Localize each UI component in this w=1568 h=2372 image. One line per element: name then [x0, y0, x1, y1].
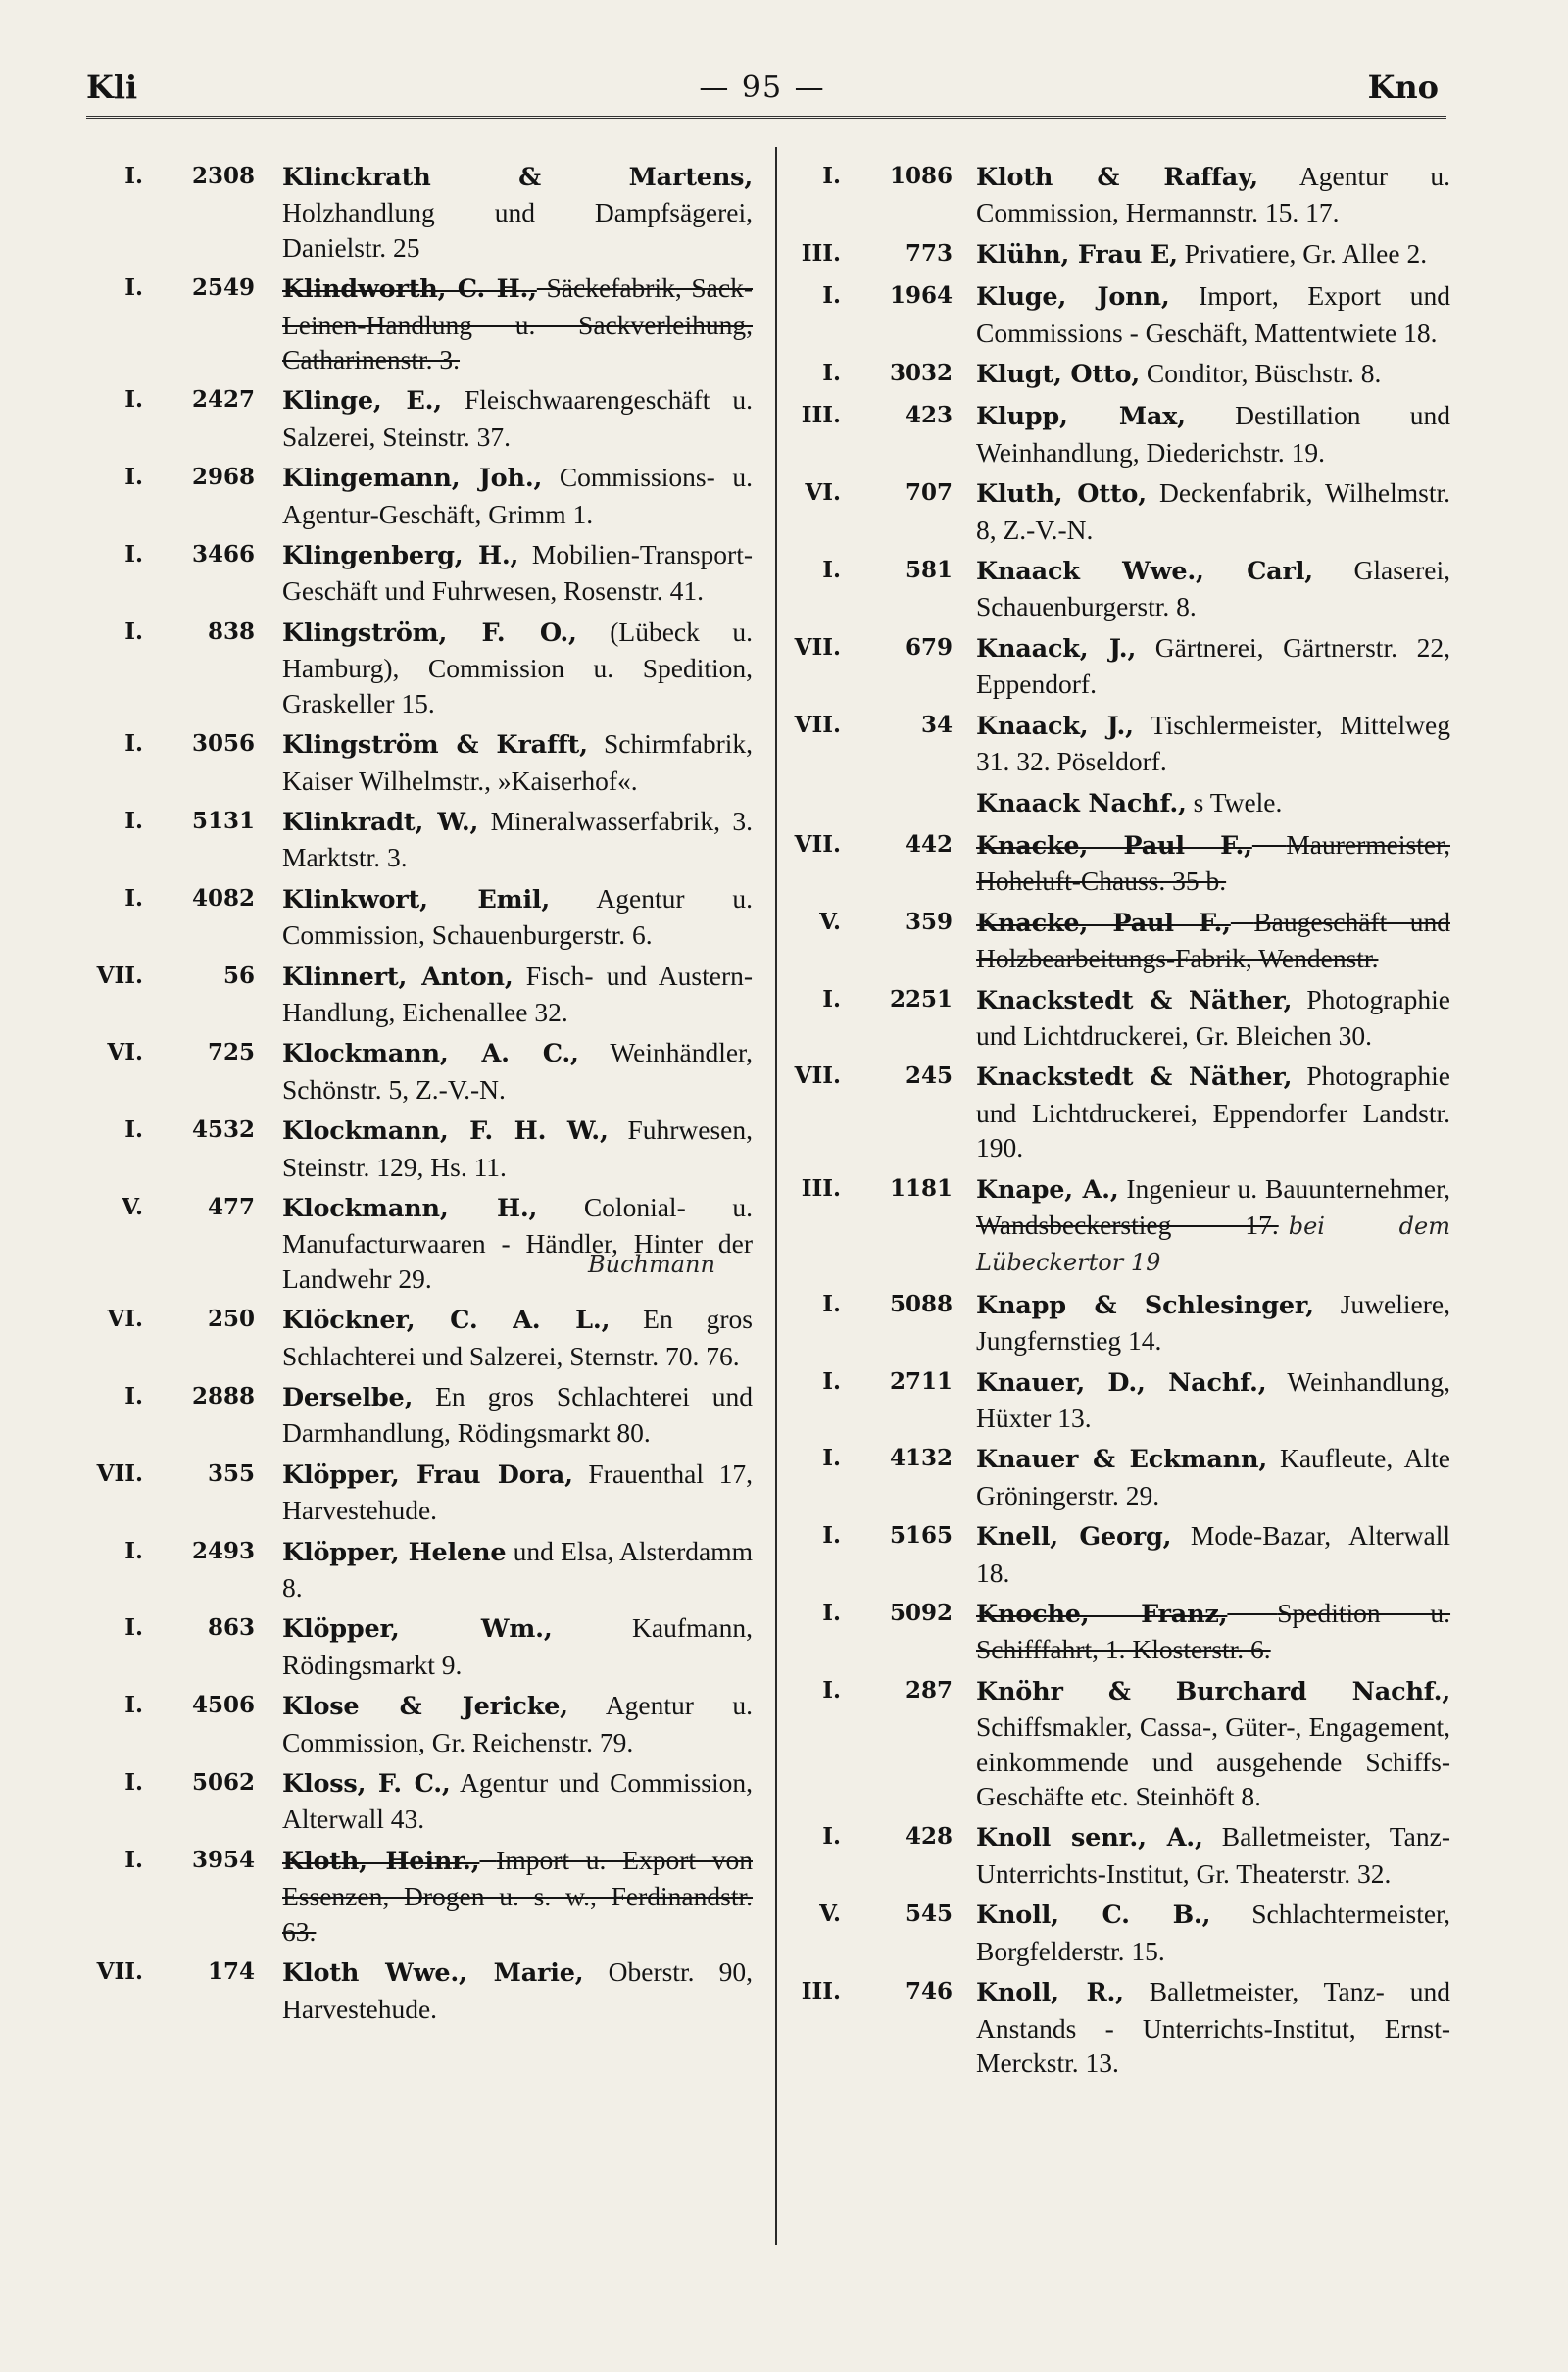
district-number: I. [124, 618, 143, 645]
directory-entry [86, 1688, 753, 1759]
telephone-number: 34 [920, 711, 953, 738]
entry-description: Agentur und Commission, Alterwall 43. [282, 1767, 754, 1835]
entry-body [282, 1610, 753, 1682]
entry-name: Knoche, Franz, [976, 1600, 1228, 1630]
district-number: I. [124, 1692, 143, 1719]
telephone-number: 287 [905, 1676, 953, 1704]
entry-description: Schlachtermeister, Borgfelderstr. 15. [976, 1899, 1450, 1966]
directory-entry [784, 905, 1450, 976]
district-number: VI. [107, 1306, 143, 1333]
right-column [588, 159, 1451, 2086]
district-number: I. [822, 1445, 841, 1472]
directory-entry [86, 615, 753, 720]
entry-name: Knauer & Eckmann, [976, 1445, 1268, 1475]
district-number: I. [124, 1116, 143, 1144]
entry-body [976, 1819, 1450, 1891]
telephone-number: 355 [207, 1459, 255, 1487]
entry-name: Knöhr & Burchard Nachf., [976, 1676, 1450, 1706]
district-number: VII. [794, 711, 841, 738]
district-number: I. [822, 1290, 841, 1317]
district-number: VII. [96, 962, 143, 989]
directory-entry [784, 1059, 1450, 1164]
entry-description: Baugeschäft und Holzbearbeitungs-Fabrik, Wendenstr. [976, 906, 1450, 974]
directory-entry [784, 785, 1450, 821]
telephone-number: 2549 [191, 274, 255, 302]
telephone-number: 5092 [889, 1600, 953, 1627]
entry-body [976, 1171, 1450, 1281]
entry-name: Knoll, C. B., [976, 1901, 1211, 1931]
entry-body [282, 1457, 753, 1528]
district-number: I. [822, 985, 841, 1013]
entry-description: Conditor, Büschstr. 8. [1146, 358, 1382, 389]
entry-description: Spedition u. Schifffahrt, 1. Klosterstr. 6. [976, 1598, 1451, 1665]
directory-entry [784, 278, 1450, 350]
entry-description: Mobilien-Transport-Geschäft und Fuhrwesen, Rosenstr. 41. [282, 539, 753, 607]
telephone-number: 2308 [191, 163, 255, 189]
entry-description: und Elsa, Alsterdamm 8. [282, 1535, 753, 1604]
district-number: V. [122, 1193, 143, 1220]
telephone-number: 3056 [191, 730, 255, 758]
directory-entry [588, 1171, 1451, 1281]
district-number: I. [124, 386, 143, 414]
entry-description: Import, Export und Commissions - Geschäft, Mattentwiete 18. [976, 280, 1450, 348]
entry-body [976, 708, 1450, 779]
district-number: I. [124, 884, 143, 912]
directory-entry [784, 159, 1450, 230]
entry-body [976, 905, 1450, 976]
directory-entry [86, 1035, 753, 1107]
entry-body [976, 1364, 1450, 1436]
entry-description: Oberstr. 90, Harvestehude. [282, 1956, 753, 2024]
entry-name: Knoll senr., A., [976, 1823, 1203, 1853]
district-number: VII. [96, 1958, 143, 1986]
entry-name: Kloss, F. C., [282, 1769, 451, 1800]
entry-name: Derselbe, [282, 1383, 414, 1412]
telephone-number: 56 [222, 962, 255, 989]
entry-description: Balletmeister, Tanz-Unterrichts-Institut, Gr. Theaterstr. 32. [976, 1821, 1450, 1889]
entry-name: Klugt, Otto, [976, 360, 1141, 390]
telephone-number: 5088 [889, 1290, 953, 1317]
entry-description: Fleischwaarengeschäft u. Salzerei, Steinstr. 37. [282, 384, 753, 452]
directory-entry [86, 1112, 753, 1184]
district-number: I. [124, 541, 143, 568]
telephone-number: 2711 [889, 1367, 953, 1395]
entry-description: Mode-Bazar, Alterwall 18. [976, 1520, 1451, 1588]
directory-entry [784, 236, 1450, 272]
directory-entry [86, 881, 753, 953]
district-number: III. [801, 402, 841, 429]
entry-description: Agentur u. Commission, Hermannstr. 15. 17. [976, 161, 1450, 228]
district-number: I. [822, 163, 841, 189]
entry-description: Kaufleute, Alte Gröningerstr. 29. [976, 1443, 1451, 1510]
entry-body [282, 382, 753, 454]
entry-name: Knapp & Schlesinger, [976, 1290, 1314, 1320]
entry-name: Kloth, Heinr., [282, 1846, 480, 1876]
entry-body [976, 1673, 1450, 1814]
entry-name: Knaack Wwe., Carl, [976, 557, 1313, 587]
directory-entry [784, 827, 1450, 899]
directory-entry [784, 982, 1450, 1054]
entry-description: Glaserei, Schauenburgerstr. 8. [976, 555, 1450, 622]
entry-body [976, 1596, 1450, 1667]
entry-name: Klingström & Krafft, [282, 730, 588, 761]
telephone-number: 3032 [889, 360, 953, 387]
entry-body [976, 356, 1450, 392]
entry-name: Klose & Jericke, [282, 1692, 568, 1722]
entry-body [976, 1518, 1450, 1590]
telephone-number: 5062 [191, 1769, 255, 1797]
entry-description: En gros Schlachterei und Salzerei, Sternstr. 70. 76. [282, 1304, 753, 1371]
district-number: I. [124, 1769, 143, 1797]
district-number: III. [801, 239, 841, 267]
entry-body [976, 159, 1450, 230]
district-number: I. [822, 282, 841, 310]
entry-body [976, 630, 1450, 702]
header-rule [86, 116, 1446, 119]
entry-body [976, 236, 1450, 272]
directory-entry [784, 1897, 1450, 1968]
entry-body [282, 959, 753, 1030]
page-header [86, 69, 1439, 120]
telephone-number: 2888 [191, 1383, 255, 1409]
directory-entry [784, 1819, 1450, 1891]
telephone-number: 2427 [191, 386, 255, 414]
entry-body [282, 159, 753, 265]
district-number: III. [801, 1174, 841, 1202]
district-number: I. [124, 163, 143, 189]
directory-entry [86, 537, 753, 609]
directory-entry [86, 1379, 753, 1451]
telephone-number: 863 [207, 1614, 255, 1642]
entry-name: Kloth & Raffay, [976, 163, 1258, 192]
entry-description: Destillation und Weinhandlung, Diederichstr. 19. [976, 400, 1451, 468]
telephone-number: 1086 [889, 163, 953, 189]
entry-description: Photographie und Lichtdruckerei, Eppendorfer Landstr. 190. [976, 1061, 1450, 1163]
entry-name: Klinckrath & Martens, [282, 163, 753, 192]
entry-name: Klindworth, C. H., [282, 274, 537, 305]
entry-description: Balletmeister, Tanz- und Anstands - Unterrichts-Institut, Ernst-Merckstr. 13. [976, 1976, 1451, 2078]
telephone-number: 838 [207, 618, 255, 645]
directory-entry [86, 1843, 753, 1949]
entry-body [282, 881, 753, 953]
column-divider [775, 147, 777, 2245]
telephone-number: 5165 [889, 1522, 953, 1550]
telephone-number: 423 [905, 402, 953, 429]
district-number: VII. [96, 1459, 143, 1487]
entry-description: Holzhandlung und Dampfsägerei, Danielstr. 25 [282, 197, 753, 263]
entry-description: Photographie und Lichtdruckerei, Gr. Bleichen 30. [976, 983, 1450, 1051]
directory-entry [784, 475, 1450, 547]
directory-entry [784, 553, 1450, 624]
directory-entry [86, 382, 753, 454]
entry-body [976, 785, 1450, 821]
telephone-number: 707 [905, 479, 953, 507]
telephone-number: 4082 [191, 884, 255, 912]
entry-description: Säckefabrik, Sack-Leinen-Handlung u. Sackverleihung, Catharinenstr. 3. [282, 272, 754, 375]
header-left-catchword: Kli [86, 69, 138, 106]
telephone-number: 1181 [889, 1174, 953, 1202]
entry-name: Klühn, Frau E, [976, 239, 1178, 270]
entry-description: Schiffsmakler, Cassa-, Güter-, Engagement, einkommende und ausgehende Schiffs-Geschäfte etc. Steinhöft 8. [976, 1711, 1450, 1812]
entry-description: Kaufmann, Rödingsmarkt 9. [282, 1612, 753, 1680]
entry-description: Privatiere, Gr. Allee 2. [1184, 237, 1428, 269]
entry-name: Knaack, J., [976, 633, 1137, 664]
telephone-number: 4532 [191, 1116, 255, 1144]
district-number: I. [124, 1846, 143, 1873]
district-number: VII. [794, 830, 841, 858]
entry-description: Frauenthal 17, Harvestehude. [282, 1458, 753, 1526]
directory-entry [784, 1596, 1450, 1667]
header-right-catchword: Kno [1367, 69, 1439, 106]
entry-description: Juweliere, Jungfernstieg 14. [976, 1288, 1450, 1357]
entry-name: Knacke, Paul F., [976, 908, 1231, 938]
entry-name: Klinge, E., [282, 386, 442, 417]
directory-entry [86, 460, 753, 531]
telephone-number: 545 [905, 1901, 953, 1928]
district-number: I. [822, 1522, 841, 1550]
entry-body [282, 460, 753, 531]
district-number: I. [124, 730, 143, 758]
entry-description: Fuhrwesen, Steinstr. 129, Hs. 11. [282, 1114, 753, 1182]
entry-body [976, 1974, 1450, 2080]
entry-body [282, 1379, 753, 1451]
entry-name: Klöpper, Frau Dora, [282, 1459, 573, 1490]
entry-name: Klingemann, Joh., [282, 464, 543, 494]
entry-description: Colonial- u. Manufacturwaaren - Händler, Hinter der Landwehr 29. [282, 1191, 753, 1294]
entry-name: Klinkradt, W., [282, 807, 479, 837]
entry-description: Fisch- und Austern-Handlung, Eichenallee 32. [282, 960, 754, 1027]
directory-entry [86, 1302, 753, 1373]
district-number: VI. [805, 479, 841, 507]
telephone-number: 581 [905, 557, 953, 584]
directory-entry [86, 1534, 753, 1606]
telephone-number: 477 [207, 1193, 255, 1220]
entry-name: Klöckner, C. A. L., [282, 1306, 611, 1336]
entry-name: Knaack Nachf., [976, 788, 1187, 818]
entry-name: Klockmann, H., [282, 1193, 538, 1223]
directory-entry [86, 959, 753, 1030]
district-number: I. [124, 1537, 143, 1564]
entry-description: Maurermeister, Hoheluft-Chauss. 35 b. [976, 828, 1450, 897]
entry-name: Knoll, R., [976, 1978, 1124, 2008]
directory-entry [86, 159, 753, 265]
entry-name: Knauer, D., Nachf., [976, 1367, 1267, 1398]
district-number: I. [822, 360, 841, 387]
entry-description: Ingenieur u. Bauunternehmer, [1126, 1172, 1451, 1204]
entry-description: s Twele. [1193, 786, 1283, 817]
telephone-number: 442 [905, 830, 953, 858]
district-number: V. [819, 908, 841, 935]
entry-body [976, 553, 1450, 624]
district-number: I. [124, 1614, 143, 1642]
entry-body [282, 615, 753, 720]
directory-entry [784, 1441, 1450, 1512]
entry-name: Knackstedt & Näther, [976, 1062, 1293, 1093]
directory-entry [86, 726, 753, 798]
telephone-number: 746 [905, 1978, 953, 2005]
district-number: I. [124, 274, 143, 302]
entry-description: Mineralwasserfabrik, 3. Marktstr. 3. [282, 805, 753, 873]
entry-name: Kluth, Otto, [976, 479, 1147, 510]
entry-body [976, 278, 1450, 350]
entry-body [282, 1688, 753, 1759]
entry-body [282, 271, 753, 376]
entry-body [976, 827, 1450, 899]
entry-description: Import u. Export von Essenzen, Drogen u. s. w., Ferdinandstr. 63. [282, 1844, 753, 1947]
entry-name: Knell, Georg, [976, 1522, 1172, 1553]
entry-body [282, 1302, 753, 1373]
telephone-number: 1964 [889, 282, 953, 310]
telephone-number: 245 [905, 1062, 953, 1090]
directory-entry [784, 398, 1450, 469]
handwritten-correction: bei dem Lübeckertor 19 [976, 1211, 1450, 1277]
entry-name: Kluge, Jonn, [976, 282, 1170, 313]
entry-description: En gros Schlachterei und Darmhandlung, Rödingsmarkt 80. [282, 1381, 754, 1449]
entry-body [282, 1954, 753, 2026]
entry-description: Gärtnerei, Gärtnerstr. 22, Eppendorf. [976, 631, 1450, 700]
entry-name: Klinnert, Anton, [282, 962, 514, 992]
telephone-number: 4506 [191, 1692, 255, 1719]
left-column [86, 159, 753, 2032]
district-number: VII. [794, 1062, 841, 1090]
entry-body [976, 398, 1450, 469]
entry-name: Klockmann, A. C., [282, 1039, 579, 1069]
telephone-number: 2493 [191, 1537, 255, 1564]
district-number: I. [822, 1676, 841, 1704]
entry-description: Commissions- u. Agentur-Geschäft, Grimm 1. [282, 462, 753, 529]
entry-body [282, 1765, 753, 1837]
handwritten-margin-note: Buchmann [588, 1251, 715, 1279]
district-number: I. [124, 464, 143, 491]
directory-entry [86, 271, 753, 376]
entry-description: Schirmfabrik, Kaiser Wilhelmstr., »Kaiserhof«. [282, 728, 753, 796]
entry-body [282, 1035, 753, 1107]
entry-body [976, 475, 1450, 547]
telephone-number: 4132 [889, 1445, 953, 1472]
entry-name: Klingenberg, H., [282, 541, 519, 571]
entry-name: Klingström, F. O., [282, 618, 577, 648]
entry-body [282, 1534, 753, 1606]
telephone-number: 3954 [191, 1846, 255, 1873]
telephone-number: 3466 [191, 541, 255, 568]
entry-body [976, 1441, 1450, 1512]
directory-entry [86, 1610, 753, 1682]
telephone-number: 2968 [191, 464, 255, 491]
district-number: I. [124, 1383, 143, 1409]
entry-name: Knacke, Paul F., [976, 830, 1252, 861]
directory-entry [784, 1518, 1450, 1590]
telephone-number: 773 [905, 239, 953, 267]
directory-entry [784, 1364, 1450, 1436]
struck-address: Wandsbeckerstieg 17. [976, 1209, 1279, 1240]
telephone-number: 250 [207, 1306, 255, 1333]
district-number: I. [124, 807, 143, 834]
telephone-number: 2251 [889, 985, 953, 1013]
directory-entry [784, 356, 1450, 392]
entry-body [976, 982, 1450, 1054]
entry-name: Knaack, J., [976, 711, 1134, 741]
telephone-number: 359 [905, 908, 953, 935]
district-number: I. [822, 1823, 841, 1851]
entry-description: (Lübeck u. Hamburg), Commission u. Spedition, Graskeller 15. [282, 616, 754, 718]
entry-name: Kloth Wwe., Marie, [282, 1958, 584, 1989]
telephone-number: 725 [207, 1039, 255, 1066]
telephone-number: 679 [905, 633, 953, 661]
entry-body [282, 726, 753, 798]
district-number: III. [801, 1978, 841, 2005]
directory-entry [784, 1287, 1450, 1359]
district-number: VI. [107, 1039, 143, 1066]
entry-description: Tischlermeister, Mittelweg 31. 32. Pöseldorf. [976, 709, 1450, 777]
entry-name: Klockmann, F. H. W., [282, 1116, 609, 1147]
district-number: I. [822, 1600, 841, 1627]
telephone-number: 174 [207, 1958, 255, 1986]
entry-description: Agentur u. Commission, Gr. Reichenstr. 79. [282, 1690, 753, 1757]
directory-entry [784, 630, 1450, 702]
directory-entry [784, 1974, 1450, 2080]
entry-name: Knape, A., [976, 1174, 1119, 1205]
district-number: I. [822, 1367, 841, 1395]
directory-entry [86, 804, 753, 875]
district-number: I. [822, 557, 841, 584]
district-number: VII. [794, 633, 841, 661]
entry-body [976, 1059, 1450, 1164]
entry-body [282, 1843, 753, 1949]
directory-entry [784, 708, 1450, 779]
directory-entry [86, 1457, 753, 1528]
entry-description: Weinhandlung, Hüxter 13. [976, 1365, 1450, 1433]
telephone-number: 5131 [191, 807, 255, 834]
entry-body [976, 1897, 1450, 1968]
directory-entry [86, 1765, 753, 1837]
district-number: V. [819, 1901, 841, 1928]
telephone-number: 428 [905, 1823, 953, 1851]
directory-entry [86, 1954, 753, 2026]
entry-description: Deckenfabrik, Wilhelmstr. 8, Z.-V.-N. [976, 477, 1450, 545]
entry-description: Weinhändler, Schönstr. 5, Z.-V.-N. [282, 1037, 753, 1105]
entry-body [282, 537, 753, 609]
entry-name: Klupp, Max, [976, 402, 1186, 432]
page-number: — 95 — [699, 71, 826, 105]
entry-description: Agentur u. Commission, Schauenburgerstr. 6. [282, 882, 753, 951]
entry-name: Klinkwort, Emil, [282, 884, 551, 914]
entry-name: Klöpper, Helene [282, 1537, 507, 1567]
entry-body [282, 804, 753, 875]
entry-name: Knackstedt & Näther, [976, 985, 1293, 1015]
directory-entry [784, 1673, 1450, 1814]
entry-body [976, 1287, 1450, 1359]
entry-name: Klöpper, Wm., [282, 1614, 553, 1645]
entry-body [282, 1112, 753, 1184]
